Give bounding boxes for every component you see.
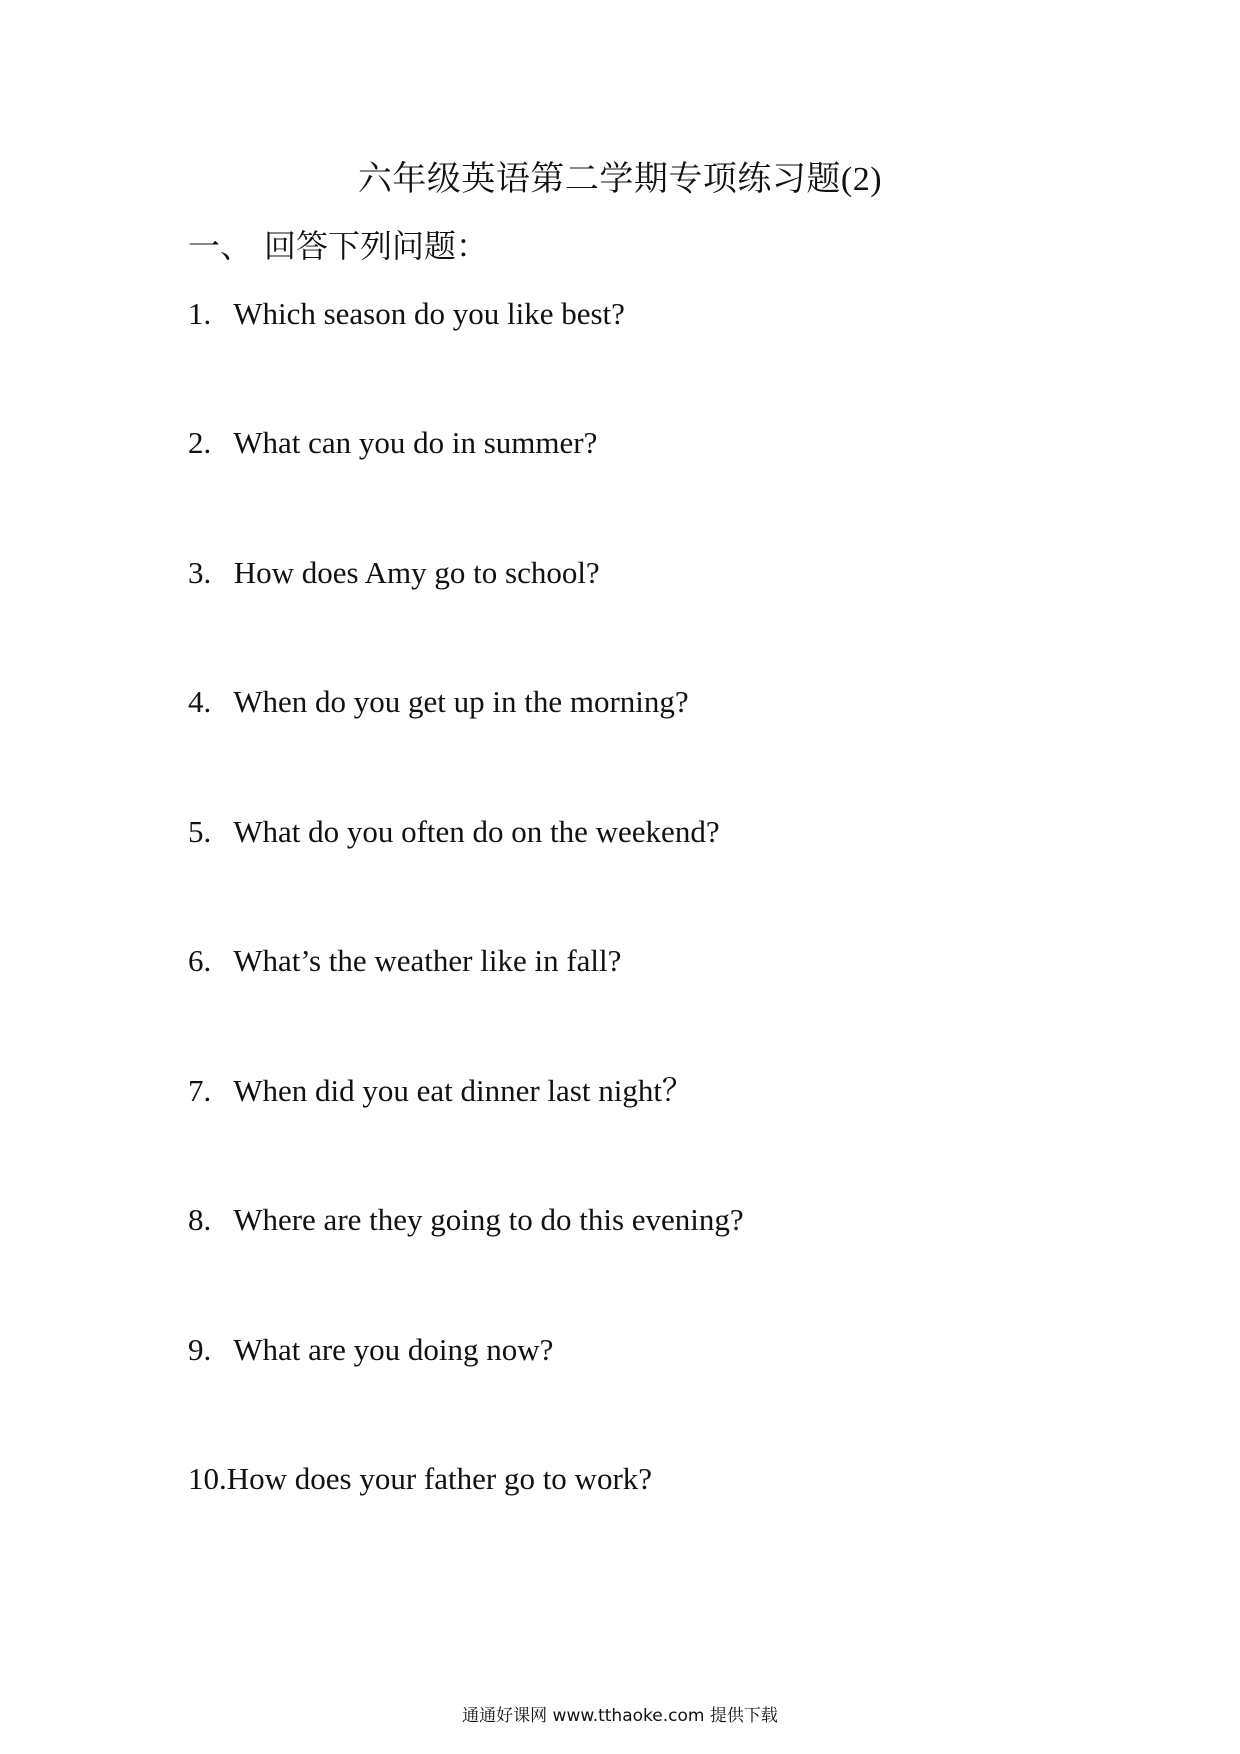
question-item: [188, 1200, 744, 1240]
question-item: [188, 682, 689, 722]
question-text: When did you eat dinner last night？: [233, 1073, 693, 1108]
question-text: When do you get up in the morning?: [233, 684, 689, 719]
section-heading-text: 回答下列问题：: [264, 228, 489, 264]
question-number: 9.: [188, 1332, 212, 1367]
question-item: [188, 423, 597, 463]
question-item: [188, 941, 621, 981]
question-number: 6.: [188, 943, 212, 978]
question-number: 4.: [188, 684, 212, 719]
question-item: [188, 1330, 553, 1370]
question-text: What do you often do on the weekend?: [233, 814, 720, 849]
question-number: 1.: [188, 296, 212, 331]
question-item: [188, 1071, 693, 1111]
question-text: Where are they going to do this evening?: [233, 1202, 744, 1237]
question-number: 2.: [188, 425, 212, 460]
section-number: 一、: [188, 228, 253, 264]
question-text: What’s the weather like in fall?: [233, 943, 622, 978]
question-number: 8.: [188, 1202, 212, 1237]
page-title: 六年级英语第二学期专项练习题(2): [357, 161, 883, 198]
question-text: How does your father go to work?: [226, 1461, 653, 1496]
question-text: What are you doing now?: [233, 1332, 554, 1367]
section-heading: [188, 226, 488, 266]
question-number: 3.: [188, 555, 212, 590]
footer-source-note: 通通好课网 www.tthaoke.com 提供下载: [462, 1706, 778, 1726]
question-text: How does Amy go to school?: [233, 555, 600, 590]
question-number: 10.: [188, 1461, 227, 1496]
question-number: 7.: [188, 1073, 212, 1108]
question-number: 5.: [188, 814, 212, 849]
question-text: What can you do in summer?: [233, 425, 598, 460]
question-item: [188, 1459, 652, 1499]
question-text: Which season do you like best?: [233, 296, 625, 331]
question-item: [188, 294, 625, 334]
question-item: [188, 553, 600, 593]
question-item: [188, 812, 720, 852]
